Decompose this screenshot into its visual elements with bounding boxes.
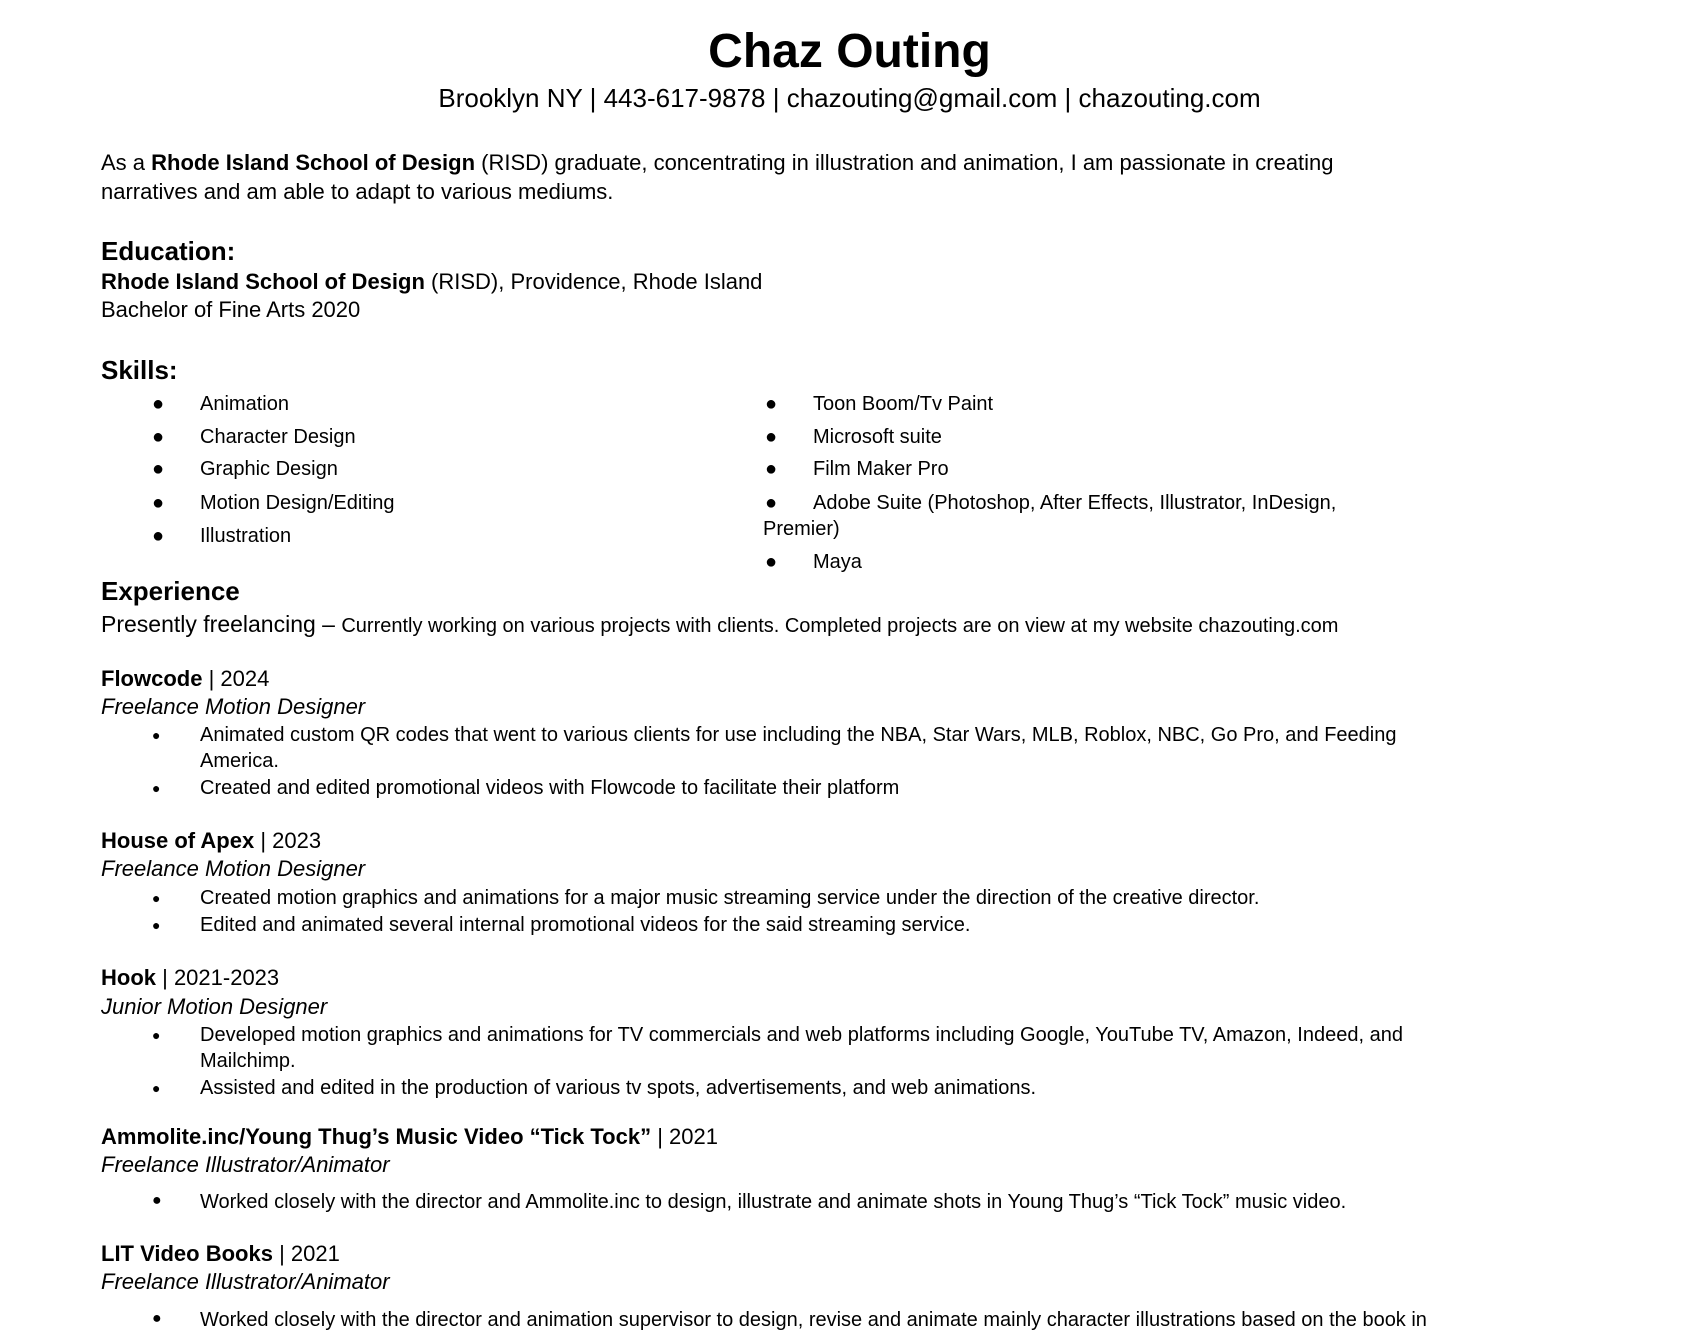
bullet-icon: ● — [152, 492, 165, 514]
bullet-icon: ● — [765, 551, 778, 573]
skill-item: Toon Boom/Tv Paint — [813, 393, 994, 415]
education-degree: Bachelor of Fine Arts 2020 — [101, 297, 361, 322]
bullet-icon: ● — [152, 1027, 161, 1043]
education-heading: Education: — [101, 236, 236, 266]
job-bullet: Worked closely with the director and animation supervisor to design, revise and animate mainly character illustrations based on the book in — [200, 1309, 1427, 1331]
job-year: | 2021 — [272, 1241, 340, 1266]
school-name: Rhode Island School of Design — [101, 269, 425, 294]
job-title — [101, 1239, 340, 1269]
skill-item: Adobe Suite (Photoshop, After Effects, Illustrator, InDesign, — [813, 492, 1337, 514]
skill-item: Illustration — [200, 525, 292, 547]
job-bullet-wrap: Mailchimp. — [200, 1050, 296, 1072]
bullet-icon: ● — [152, 780, 161, 796]
job-company: House of Apex — [101, 828, 255, 853]
skill-item: Motion Design/Editing — [200, 492, 395, 514]
job-bullet: Assisted and edited in the production of various tv spots, advertisements, and web animations. — [200, 1077, 1037, 1099]
job-role: Freelance Illustrator/Animator — [101, 1152, 390, 1177]
skill-item: Film Maker Pro — [813, 458, 949, 480]
skill-item: Graphic Design — [200, 458, 338, 480]
school-location: (RISD), Providence, Rhode Island — [424, 269, 763, 294]
bullet-icon: ● — [152, 426, 165, 448]
job-title — [101, 1122, 718, 1152]
bullet-icon: ● — [765, 492, 778, 514]
freelance-line — [101, 609, 1338, 643]
bullet-icon: ● — [152, 458, 165, 480]
bullet-icon: ● — [152, 1192, 162, 1209]
job-role: Junior Motion Designer — [101, 994, 328, 1019]
job-bullet: Created motion graphics and animations for a major music streaming service under the direction of the creative director. — [200, 887, 1260, 909]
contact-line: Brooklyn NY | 443-617-9878 | chazouting@gmail.com | chazouting.com — [438, 83, 1261, 113]
skill-item: Character Design — [200, 426, 356, 448]
job-year: | 2021-2023 — [156, 965, 280, 990]
job-role: Freelance Illustrator/Animator — [101, 1269, 390, 1294]
skill-item-wrap: Premier) — [763, 518, 840, 540]
intro-text: As a — [101, 150, 152, 175]
job-bullet-wrap: America. — [200, 750, 279, 772]
job-bullet: Edited and animated several internal promotional videos for the said streaming service. — [200, 914, 971, 936]
resume-name: Chaz Outing — [708, 25, 991, 78]
job-year: | 2021 — [651, 1124, 718, 1149]
intro-line-1 — [101, 148, 1334, 178]
education-school — [101, 267, 762, 297]
intro-line-2: narratives and am able to adapt to various mediums. — [101, 179, 614, 204]
bullet-icon: ● — [152, 917, 161, 933]
job-bullet: Created and edited promotional videos with Flowcode to facilitate their platform — [200, 777, 900, 799]
job-bullet: Developed motion graphics and animations for TV commercials and web platforms including Google, YouTube TV, Amazon, Indeed, and — [200, 1024, 1403, 1046]
bullet-icon: ● — [152, 1080, 161, 1096]
bullet-icon: ● — [152, 890, 161, 906]
job-year: | 2024 — [202, 666, 270, 691]
skill-item: Microsoft suite — [813, 426, 942, 448]
bullet-icon: ● — [152, 393, 165, 415]
bullet-icon: ● — [765, 393, 778, 415]
job-year: | 2023 — [254, 828, 322, 853]
job-company: Flowcode — [101, 666, 203, 691]
job-role: Freelance Motion Designer — [101, 856, 366, 881]
job-bullet: Worked closely with the director and Ammolite.inc to design, illustrate and animate shots in Young Thug’s “Tick Tock” music video. — [200, 1191, 1347, 1213]
job-title — [101, 826, 321, 856]
job-company: Ammolite.inc/Young Thug’s Music Video “Tick Tock” — [101, 1124, 652, 1149]
job-role: Freelance Motion Designer — [101, 694, 366, 719]
bullet-icon: ● — [152, 525, 165, 547]
job-company: LIT Video Books — [101, 1241, 273, 1266]
intro-text: (RISD) graduate, concentrating in illustration and animation, I am passionate in creating — [475, 150, 1334, 175]
bullet-icon: ● — [152, 727, 161, 743]
freelance-text: Currently working on various projects with clients. Completed projects are on view at my website chazouting.com — [341, 615, 1339, 637]
skill-item: Maya — [813, 551, 862, 573]
job-bullet: Animated custom QR codes that went to various clients for use including the NBA, Star Wars, MLB, Roblox, NBC, Go Pro, and Feeding — [200, 724, 1397, 746]
freelance-lead: Presently freelancing – — [101, 611, 342, 637]
experience-heading: Experience — [101, 576, 240, 606]
skills-heading: Skills: — [101, 355, 178, 385]
bullet-icon: ● — [765, 426, 778, 448]
bullet-icon: ● — [765, 458, 778, 480]
bullet-icon: ● — [152, 1310, 162, 1327]
job-title — [101, 963, 279, 993]
job-company: Hook — [101, 965, 156, 990]
intro-school: Rhode Island School of Design — [151, 150, 476, 175]
job-title — [101, 664, 269, 694]
skill-item: Animation — [200, 393, 289, 415]
